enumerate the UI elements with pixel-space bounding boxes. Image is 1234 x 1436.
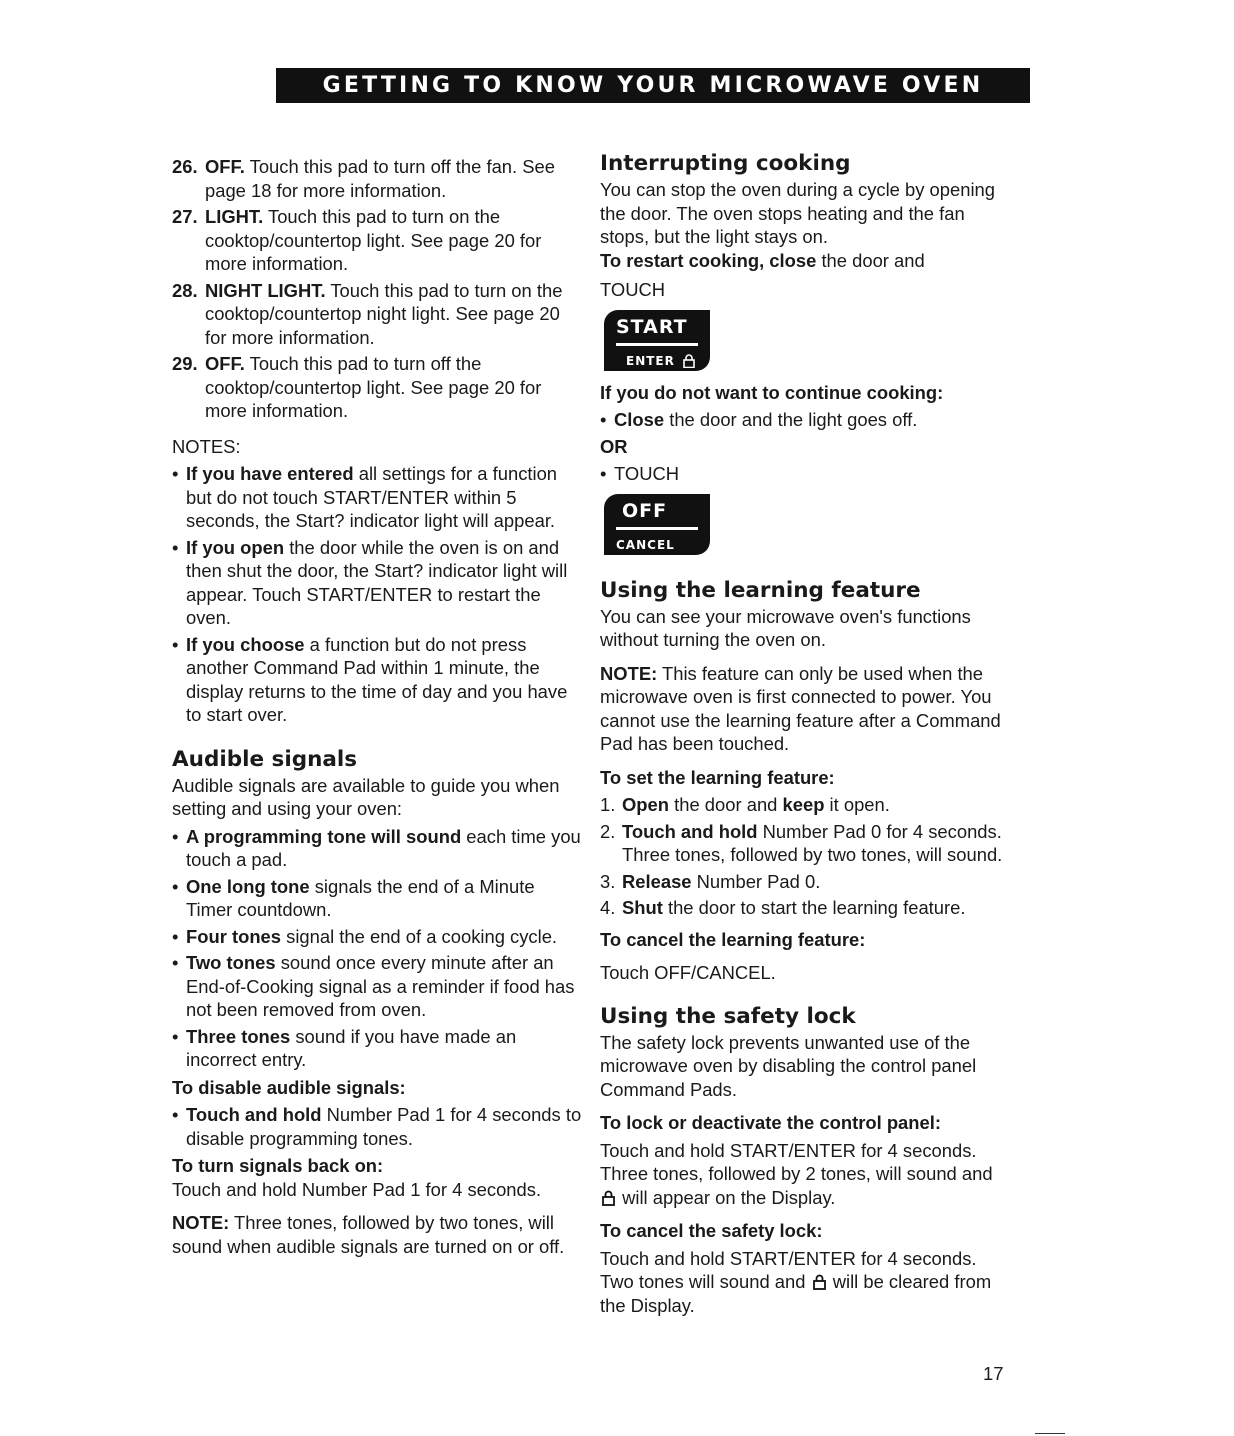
interrupt-text: You can stop the oven during a cycle by opening the door. The oven stops heating and the fan stops, but the light stays on. — [600, 179, 996, 247]
close-bullet — [600, 408, 1010, 432]
bullet-text: sound once every minute after an End-of-Cooking signal as a reminder if food has not been removed from oven. — [186, 952, 575, 1020]
bullet-text: signal the end of a cooking cycle. — [281, 925, 558, 947]
bullet-bold: Three tones — [186, 1025, 291, 1047]
list-item — [172, 205, 584, 276]
bullet-icon: • — [172, 633, 179, 655]
note-text: a function but do not press another Command Pad within 1 minute, the display returns to the time of day and you have to start over. — [186, 633, 568, 725]
step-text: the door and — [669, 794, 783, 815]
step-bold: Touch and hold — [622, 820, 758, 842]
note-text: Three tones, followed by two tones, will sound when audible signals are turned on or off. — [172, 1212, 565, 1257]
audible-bullet — [172, 951, 584, 1022]
item-title: NIGHT LIGHT. — [205, 279, 326, 301]
list-item — [172, 279, 584, 350]
bullet-icon: • — [600, 409, 607, 430]
item-number: 26. — [172, 156, 198, 177]
back-on-label: To turn signals back on: — [172, 1155, 384, 1176]
bullet-bold: A programming tone will sound — [186, 825, 462, 847]
audible-note — [172, 1211, 584, 1258]
note-label: NOTE: — [172, 1212, 230, 1233]
note-item — [172, 536, 584, 630]
step-text: Number Pad 0 for 4 seconds. Three tones, followed by two tones, will sound. — [622, 820, 1003, 865]
cancel-key-label: CANCEL — [616, 537, 675, 552]
set-learning-label: To set the learning feature: — [600, 766, 835, 788]
footer-rule — [1035, 1433, 1065, 1434]
bullet-icon: • — [172, 925, 179, 947]
bullet-bold: One long tone — [186, 875, 310, 897]
bullet-icon: • — [172, 875, 179, 897]
step-item — [600, 820, 1010, 867]
audible-bullet — [172, 925, 584, 949]
item-text: Touch this pad to turn on the cooktop/countertop light. See page 20 for more information. — [205, 206, 542, 274]
not-continue-label: If you do not want to continue cooking: — [600, 381, 944, 403]
learning-text: You can see your microwave oven's functions without turning the oven on. — [600, 605, 971, 650]
page-number: 17 — [983, 1363, 1004, 1384]
restart-text — [600, 249, 1010, 273]
back-on-text: Touch and hold Number Pad 1 for 4 seconds. — [172, 1178, 542, 1200]
bullet-bold: Four tones — [186, 925, 282, 947]
right-column — [600, 150, 1010, 1317]
interrupting-cooking-heading: Interrupting cooking — [600, 151, 851, 176]
step-number: 4. — [600, 897, 616, 918]
bullet-text: the door and the light goes off. — [664, 409, 918, 430]
note-text: the door while the oven is on and then shut the door, the Start? indicator light will appear. Touch START/ENTER to restart the oven. — [186, 536, 568, 628]
bullet-text: Number Pad 1 for 4 seconds to disable programming tones. — [186, 1104, 582, 1149]
item-number: 29. — [172, 353, 198, 374]
lock-icon — [602, 1190, 615, 1206]
cancel-lock-label: To cancel the safety lock: — [600, 1220, 823, 1241]
bullet-icon: • — [172, 1025, 179, 1047]
cancel-text-b: will be cleared from the Display. — [600, 1271, 992, 1316]
audible-signals-heading: Audible signals — [172, 746, 358, 772]
disable-bullet — [172, 1103, 584, 1150]
start-key-label: START — [616, 315, 688, 338]
audible-bullet — [172, 1025, 584, 1072]
note-item — [172, 462, 584, 533]
audible-bullet — [172, 825, 584, 872]
bullet-text: TOUCH — [614, 463, 680, 484]
item-title: OFF. — [205, 156, 245, 177]
cancel-learning-label: To cancel the learning feature: — [600, 928, 866, 950]
disable-label: To disable audible signals: — [172, 1076, 406, 1098]
item-text: Touch this pad to turn off the fan. See page 18 for more information. — [205, 156, 555, 201]
step-item — [600, 896, 1010, 920]
bullet-icon: • — [172, 952, 179, 973]
cancel-lock-text — [600, 1247, 1010, 1318]
step-text: Number Pad 0. — [691, 870, 821, 892]
off-key-label: OFF — [622, 499, 668, 522]
step-bold: Release — [622, 870, 692, 892]
note-bold: If you have entered — [186, 463, 354, 484]
item-text: Touch this pad to turn off the cooktop/countertop light. See page 20 for more information. — [205, 353, 542, 421]
or-label: OR — [600, 435, 628, 457]
safety-text: The safety lock prevents unwanted use of the microwave oven by disabling the control panel Command Pads. — [600, 1031, 977, 1100]
step-bold: Shut — [622, 897, 663, 918]
lock-label: To lock or deactivate the control panel: — [600, 1112, 941, 1133]
bullet-icon: • — [172, 536, 179, 558]
bullet-text: sound if you have made an incorrect entry. — [186, 1025, 517, 1070]
bullet-icon: • — [172, 1104, 179, 1125]
bullet-icon: • — [600, 463, 607, 484]
learning-note — [600, 662, 1010, 756]
cancel-text-a: Touch and hold START/ENTER for 4 seconds. Two tones will sound and — [600, 1247, 977, 1292]
step-bold2: keep — [782, 794, 825, 815]
item-number: 28. — [172, 279, 198, 301]
page-header-banner: GETTING TO KNOW YOUR MICROWAVE OVEN — [276, 68, 1030, 103]
note-label: NOTE: — [600, 662, 658, 684]
lock-icon — [683, 354, 695, 368]
restart-bold: To restart cooking, close — [600, 249, 817, 271]
cancel-learning-text: Touch OFF/CANCEL. — [600, 962, 776, 983]
bullet-bold: Close — [614, 409, 665, 430]
notes-label: NOTES: — [172, 435, 241, 457]
note-item — [172, 633, 584, 727]
step-number: 2. — [600, 820, 616, 842]
bullet-icon: • — [172, 463, 179, 484]
list-item — [172, 155, 584, 202]
left-column — [172, 155, 584, 1258]
touch-label: TOUCH — [600, 279, 666, 300]
step-text2: it open. — [824, 794, 890, 815]
bullet-text: signals the end of a Minute Timer countdown. — [186, 875, 535, 920]
enter-key-label: ENTER — [626, 353, 675, 368]
step-item — [600, 870, 1010, 894]
lock-text — [600, 1139, 1010, 1210]
audible-bullet — [172, 875, 584, 922]
note-text: This feature can only be used when the microwave oven is first connected to power. You cannot use the learning feature after a Command Pad has been touched. — [600, 662, 1001, 754]
item-title: OFF. — [205, 353, 245, 374]
note-bold: If you choose — [186, 633, 305, 655]
bullet-icon: • — [172, 825, 179, 847]
item-title: LIGHT. — [205, 206, 264, 227]
lock-text-b: will appear on the Display. — [617, 1186, 836, 1208]
numbered-list — [172, 155, 584, 423]
bullet-bold: Two tones — [186, 952, 276, 973]
item-number: 27. — [172, 206, 198, 227]
note-text: all settings for a function but do not touch START/ENTER within 5 seconds, the Start? indicator light will appear. — [186, 463, 558, 531]
step-text: the door to start the learning feature. — [662, 897, 966, 918]
bullet-text: each time you touch a pad. — [186, 825, 581, 870]
lock-text-a: Touch and hold START/ENTER for 4 seconds. Three tones, followed by 2 tones, will sound and — [600, 1139, 993, 1184]
safety-lock-heading: Using the safety lock — [600, 1003, 856, 1029]
step-item — [600, 793, 1010, 817]
step-number: 3. — [600, 870, 616, 892]
bullet-bold: Touch and hold — [186, 1104, 322, 1125]
list-item — [172, 352, 584, 423]
learning-feature-heading: Using the learning feature — [600, 577, 921, 603]
audible-intro: Audible signals are available to guide you when setting and using your oven: — [172, 774, 560, 819]
item-text: Touch this pad to turn on the cooktop/countertop night light. See page 20 for more information. — [205, 279, 563, 348]
start-enter-key — [604, 310, 710, 371]
step-number: 1. — [600, 794, 616, 815]
lock-icon — [813, 1274, 826, 1290]
step-bold: Open — [622, 794, 670, 815]
restart-rest: the door and — [816, 249, 925, 271]
note-bold: If you open — [186, 536, 285, 558]
touch-bullet — [600, 462, 1010, 486]
off-cancel-key — [604, 494, 710, 555]
